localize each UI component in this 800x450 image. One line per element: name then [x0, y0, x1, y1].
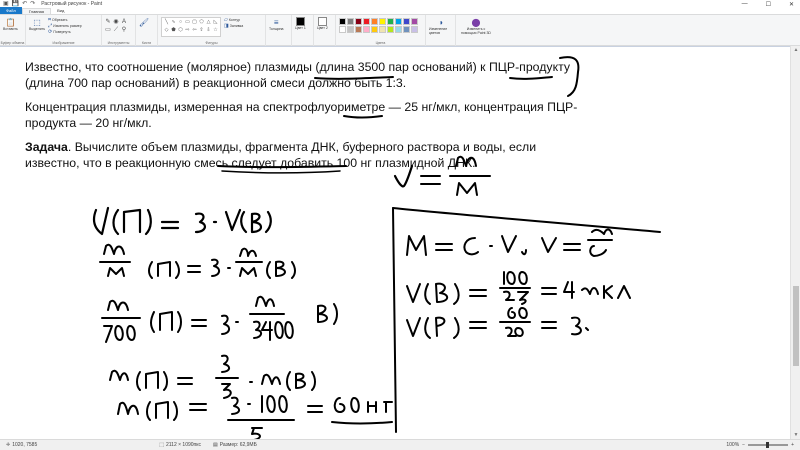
- line-shape-icon: ╲: [164, 19, 168, 25]
- tab-file[interactable]: Файл: [0, 7, 22, 14]
- diamond-icon: ◇: [164, 27, 169, 33]
- tab-view[interactable]: Вид: [57, 8, 65, 13]
- zoom-slider-knob[interactable]: [766, 442, 769, 448]
- M-top: [457, 183, 477, 195]
- maximize-button[interactable]: ☐: [765, 1, 771, 8]
- rotate-icon: ⟳: [48, 28, 53, 35]
- paint3d-icon: ⬤: [471, 17, 481, 27]
- rect-shape-icon: ▭: [185, 19, 190, 25]
- underline-3500: [315, 77, 393, 79]
- crop-button[interactable]: ⌗ Обрезать: [48, 16, 68, 23]
- thickness-icon: ≡: [273, 17, 279, 27]
- color1-button[interactable]: Цвет 1: [295, 17, 306, 30]
- group-label-clipboard: Буфер обмена: [0, 41, 25, 45]
- right-triangle-icon: ◺: [213, 19, 218, 25]
- problem-paragraph-2: Концентрация плазмиды, измеренная на спектрофлуориметре — 25 нг/мкл, концентрация ПЦР-продукта — 20 нг/мкл.: [25, 100, 578, 130]
- line-vb: [407, 272, 630, 304]
- app-icon: ▣: [3, 1, 9, 7]
- task-text: . Вычислите объем плазмиды, фрагмента ДНК, буферного раствора и воды, если известно, что в реакционную смесь следует добавить 100 нг плазмидной ДНК.: [25, 140, 537, 170]
- thickness-button[interactable]: ≡ Толщина: [269, 17, 284, 31]
- cursor-position: ✛ 1020, 7585: [6, 442, 38, 448]
- fill-icon[interactable]: ◉: [113, 19, 119, 25]
- problem-paragraph-1: Известно, что соотношение (молярное) плазмиды (длина 3500 пар оснований) к ПЦР-продукту (длина 700 пар оснований) в реакционной смеси должно быть 1:3.: [25, 60, 571, 90]
- magnifier-icon[interactable]: ⚲: [121, 27, 127, 33]
- group-label-colors: Цвета: [375, 41, 386, 45]
- v-top: [395, 166, 412, 186]
- zoom-control: [726, 442, 800, 448]
- eq-700: [102, 297, 337, 342]
- arrow-right-icon: ⇨: [185, 27, 190, 33]
- color2-button[interactable]: Цвет 2: [317, 17, 328, 30]
- window-title: Растровый рисунок - Paint: [41, 1, 103, 7]
- edit-colors-button[interactable]: ◑ Изменение цветов: [429, 17, 448, 35]
- m-top: [456, 157, 476, 166]
- paint3d-button[interactable]: ⬤ Изменить с помощью Paint 3D: [461, 17, 491, 35]
- pentagon-icon: ⬟: [171, 27, 176, 33]
- zoom-slider[interactable]: [748, 444, 788, 446]
- underline-100ng: [218, 166, 346, 167]
- text-icon[interactable]: A: [121, 19, 126, 25]
- clipboard-icon: 📋: [5, 17, 16, 27]
- triangle-icon: △: [206, 19, 211, 25]
- line-mcv: [407, 230, 612, 257]
- group-label-image: Изображение: [52, 41, 75, 45]
- contour-button[interactable]: ▱ Контур: [224, 16, 241, 23]
- eq-60ng: [118, 396, 392, 440]
- eq-vp-3vb: [94, 208, 271, 234]
- polygon-icon: ⬠: [199, 19, 204, 25]
- zoom-level: 100%: [726, 442, 740, 448]
- tab-home[interactable]: Главная: [22, 8, 51, 14]
- rotate-button[interactable]: ⟳ Повернуть: [48, 28, 71, 35]
- group-label-shapes: Фигуры: [205, 41, 218, 45]
- status-bar: [0, 439, 800, 450]
- resize-icon: ⤢: [48, 22, 53, 29]
- rainbow-palette-icon: ◑: [438, 17, 443, 27]
- cursor-icon: ✛: [6, 442, 11, 448]
- oval-shape-icon: ○: [178, 19, 183, 25]
- contour-icon: ▱: [224, 16, 228, 23]
- arrow-left-icon: ⇦: [192, 27, 197, 33]
- select-button[interactable]: ⬚ Выделить: [29, 17, 46, 31]
- pencil-icon[interactable]: ✎: [105, 19, 111, 25]
- save-icon[interactable]: 💾: [11, 1, 20, 7]
- curve-shape-icon: ∿: [171, 19, 176, 25]
- arrow-up-icon: ⇧: [199, 27, 204, 33]
- zoom-out-button[interactable]: −: [742, 442, 746, 448]
- eraser-icon[interactable]: ▭: [105, 27, 111, 33]
- eq-mM: [100, 245, 295, 278]
- underline-700: [510, 77, 552, 79]
- image-size-icon: ⬚: [159, 442, 164, 448]
- scroll-up-icon[interactable]: ▲: [793, 47, 799, 53]
- box-top: [393, 208, 660, 232]
- scroll-thumb[interactable]: [793, 286, 799, 366]
- zoom-in-button[interactable]: +: [791, 442, 794, 448]
- redo-icon[interactable]: ↷: [30, 1, 36, 7]
- color-picker-icon[interactable]: ⟋: [113, 27, 119, 33]
- fill-bucket-icon: ◨: [224, 22, 229, 29]
- resize-button[interactable]: ⤢ Изменить размер: [48, 22, 82, 29]
- scroll-down-icon[interactable]: ▼: [793, 432, 799, 438]
- star-icon: ☆: [213, 27, 218, 33]
- paste-button[interactable]: 📋 Вставить: [3, 17, 18, 31]
- bracket-right: [560, 57, 578, 96]
- eq-3-5: [110, 356, 315, 398]
- box-left: [393, 208, 396, 432]
- underline-25: [344, 116, 382, 118]
- hexagon-icon: ⬡: [178, 27, 183, 33]
- crop-icon: ⌗: [48, 16, 51, 23]
- undo-icon[interactable]: ↶: [22, 1, 28, 7]
- task-label: Задача: [25, 140, 68, 154]
- close-button[interactable]: ✕: [788, 1, 794, 8]
- image-size: ⬚ 2112 × 1090пкс: [159, 442, 201, 448]
- minimize-button[interactable]: —: [741, 0, 748, 7]
- rounded-rect-icon: ▢: [192, 19, 197, 25]
- group-label-tools: Инструменты: [107, 41, 130, 45]
- line-vp: [407, 308, 588, 338]
- underline-100ng-2: [222, 171, 340, 173]
- vertical-scrollbar[interactable]: [790, 46, 800, 439]
- group-label-brushes: Кисти: [141, 41, 152, 45]
- arrow-down-icon: ⇩: [206, 27, 211, 33]
- eq-top: [421, 176, 440, 184]
- select-icon: ⬚: [33, 17, 41, 27]
- brush-icon: 🖌: [138, 17, 150, 27]
- file-size-icon: ▤: [213, 442, 218, 448]
- file-size: ▤ Размер: 62,9МБ: [213, 442, 257, 448]
- fill-button[interactable]: ◨ Заливка: [224, 22, 244, 29]
